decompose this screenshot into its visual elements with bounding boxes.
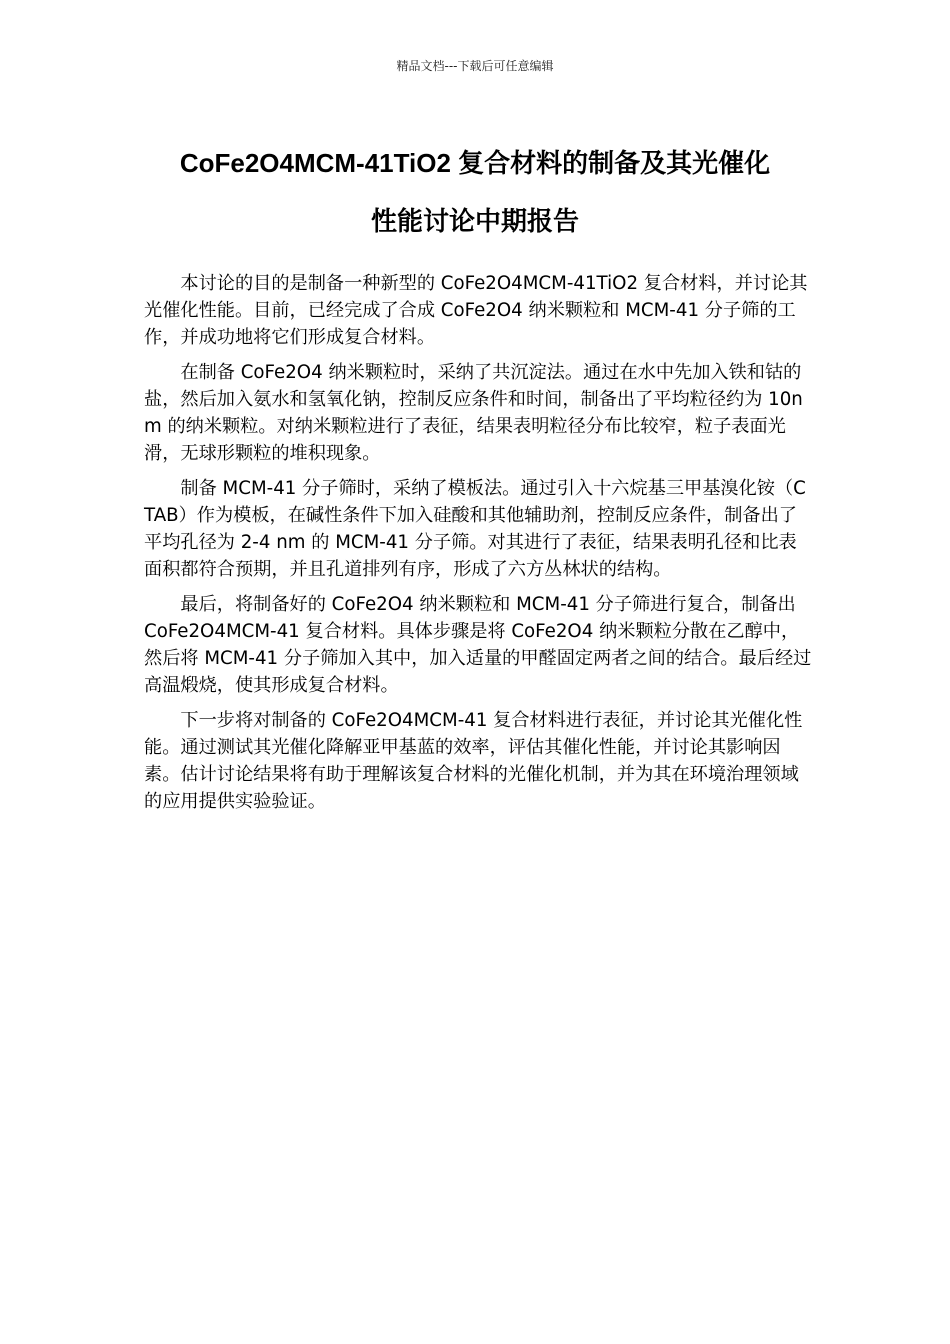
paragraph-nanoparticle-prep: 在制备 CoFe2O4 纳米颗粒时，采纳了共沉淀法。通过在水中先加入铁和钴的盐，然后加入氨水和氢氧化钠，控制反应条件和时间，制备出了平均粒径约为 10nm 的纳米颗粒。对纳米颗粒进行了表征，结果表明粒径分布比较窄，粒子表面光滑，无球形颗粒的堆积现象。 bbox=[144, 362, 803, 464]
document-body bbox=[144, 270, 812, 823]
paragraph-intro: 本讨论的目的是制备一种新型的 CoFe2O4MCM-41TiO2 复合材料，并讨论其光催化性能。目前，已经完成了合成 CoFe2O4 纳米颗粒和 MCM-41 分子筛的工作，并成功地将它们形成复合材料。 bbox=[144, 273, 808, 348]
header-note: 精品文档---下载后可任意编辑 bbox=[396, 59, 554, 73]
paragraph-next-steps: 下一步将对制备的 CoFe2O4MCM-41 复合材料进行表征，并讨论其光催化性能。通过测试其光催化降解亚甲基蓝的效率，评估其催化性能，并讨论其影响因素。估计讨论结果将有助于理解该复合材料的光催化机制，并为其在环境治理领域的应用提供实验验证。 bbox=[144, 710, 803, 812]
paragraph-mcm41-prep: 制备 MCM-41 分子筛时，采纳了模板法。通过引入十六烷基三甲基溴化铵（CTAB）作为模板，在碱性条件下加入硅酸和其他辅助剂，控制反应条件，制备出了平均孔径为 2-4 nm 的 MCM-41 分子筛。对其进行了表征，结果表明孔径和比表面积都符合预期，并且孔道排列有序，形成了六方丛林状的结构。 bbox=[144, 478, 806, 580]
title-line-2: 性能讨论中期报告 bbox=[370, 206, 579, 236]
title-line-1: CoFe2O4MCM-41TiO2 复合材料的制备及其光催化 bbox=[179, 148, 771, 178]
document-title bbox=[120, 134, 830, 250]
paragraph-composite-prep: 最后，将制备好的 CoFe2O4 纳米颗粒和 MCM-41 分子筛进行复合，制备出 CoFe2O4MCM-41 复合材料。具体步骤是将 CoFe2O4 纳米颗粒分散在乙醇中，然后将 MCM-41 分子筛加入其中，加入适量的甲醛固定两者之间的结合。最后经过高温煅烧，使其形成复合材料。 bbox=[144, 594, 812, 696]
